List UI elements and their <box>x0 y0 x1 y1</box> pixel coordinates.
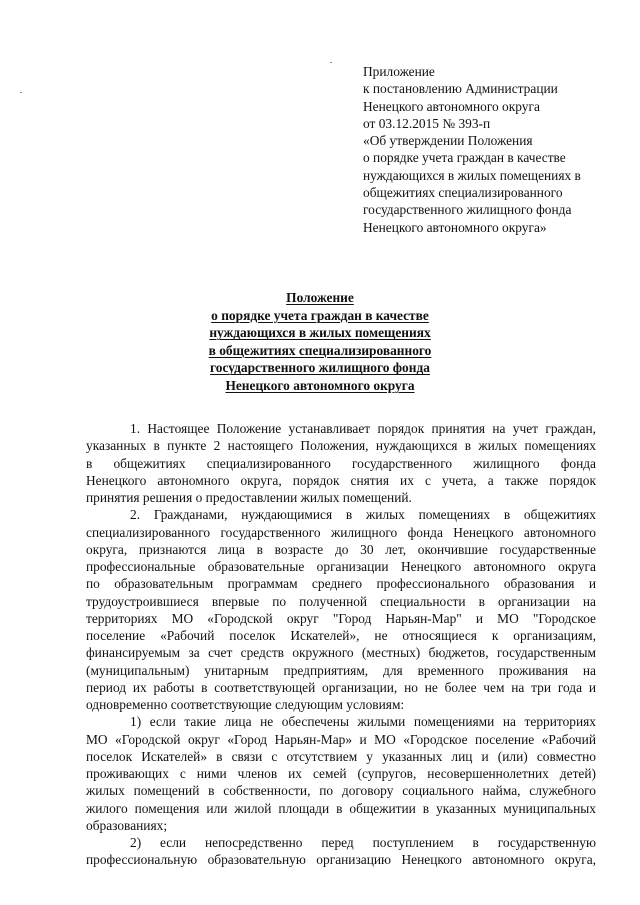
title-line: в общежитиях специализированного <box>208 342 432 358</box>
appendix-line: от 03.12.2015 № 393-п <box>363 115 491 131</box>
body-line: по образовательным программам среднего профессионального образования и <box>86 576 596 592</box>
body-line: финансируемым за счет средств окружного (местных) бюджетов, государственным <box>86 645 596 661</box>
body-line: 1) если такие лица не обеспечены жилыми помещениями на территориях <box>130 714 596 730</box>
body-line: принятия решения о предоставлении жилых помещений. <box>86 490 412 505</box>
appendix-block <box>363 63 623 236</box>
body-line: поселение «Рабочий поселок Искателей», не относящиеся к организациям, <box>86 628 596 643</box>
body-line: округа, признаются лица в возрасте до 30 лет, окончившие государственные <box>86 541 596 557</box>
appendix-line: общежитиях специализированного <box>363 185 563 201</box>
body-line: специализированного государственного жилищного фонда Ненецкого автономного <box>86 524 596 540</box>
document-title <box>120 289 520 395</box>
appendix-line: «Об утверждении Положения <box>363 133 533 149</box>
body-line: указанных в пункте 2 настоящего Положения, нуждающихся в жилых помещениях <box>86 438 596 454</box>
appendix-line: нуждающихся в жилых помещениях в <box>363 167 581 183</box>
appendix-line: Приложение <box>363 64 435 79</box>
body-line: (муниципальным) унитарным предприятиям, для временного проживания на <box>86 662 596 678</box>
body-text <box>86 420 596 869</box>
body-line: 2) если непосредственно перед поступлением в государственную <box>130 835 596 850</box>
appendix-line: о порядке учета граждан в качестве <box>363 150 566 166</box>
title-line: Положение <box>286 290 354 305</box>
body-line: период их работы в соответствующей организации, но не более чем на три года и <box>86 679 596 695</box>
body-line: одновременно соответствующие следующим условиям: <box>86 697 405 712</box>
appendix-line: Ненецкого автономного округа <box>363 98 540 114</box>
title-line: о порядке учета граждан в качестве <box>211 307 429 323</box>
body-line: образованиях; <box>86 817 168 833</box>
appendix-line: государственного жилищного фонда <box>363 202 572 218</box>
body-line: профессиональную образовательную организацию Ненецкого автономного округа, <box>86 852 596 868</box>
body-line: жилых помещений в собственности, по договору социального найма, служебного <box>86 783 596 799</box>
appendix-line: Ненецкого автономного округа» <box>363 219 547 235</box>
body-line: территориях МО «Городской округ "Город Нарьян-Мар" и МО "Городское <box>86 610 596 626</box>
body-line: поселок Искателей» в связи с отсутствием у указанных лиц и (или) совместно <box>86 748 596 764</box>
body-line: профессиональные образовательные организации Ненецкого автономного округа <box>86 559 596 574</box>
appendix-line: к постановлению Администрации <box>363 81 558 97</box>
body-line: 2. Гражданами, нуждающимися в жилых помещениях в общежитиях <box>130 507 596 523</box>
body-line: проживающих с ними членов их семей (супругов, несовершеннолетних детей) <box>86 766 596 781</box>
title-line: нуждающихся в жилых помещениях <box>209 325 431 341</box>
body-line: МО «Городской округ «Город Нарьян-Мар» и МО «Городское поселение «Рабочий <box>86 731 596 747</box>
body-line: 1. Настоящее Положение устанавливает порядок принятия на учет граждан, <box>130 421 596 436</box>
title-line: Ненецкого автономного округа <box>225 377 415 393</box>
body-line: жилого помещения или жилой площади в общежитии в указанных муниципальных <box>86 800 596 816</box>
body-line: трудоустроившиеся впервые по полученной специальности в организации на <box>86 593 596 609</box>
scan-speck <box>330 62 332 63</box>
scan-speck <box>20 92 22 93</box>
body-line: в общежитиях специализированного государственного жилищного фонда <box>86 455 596 471</box>
title-line: государственного жилищного фонда <box>210 360 430 376</box>
body-line: Ненецкого автономного округа, порядок снятия их с учета, а также порядок <box>86 472 596 488</box>
